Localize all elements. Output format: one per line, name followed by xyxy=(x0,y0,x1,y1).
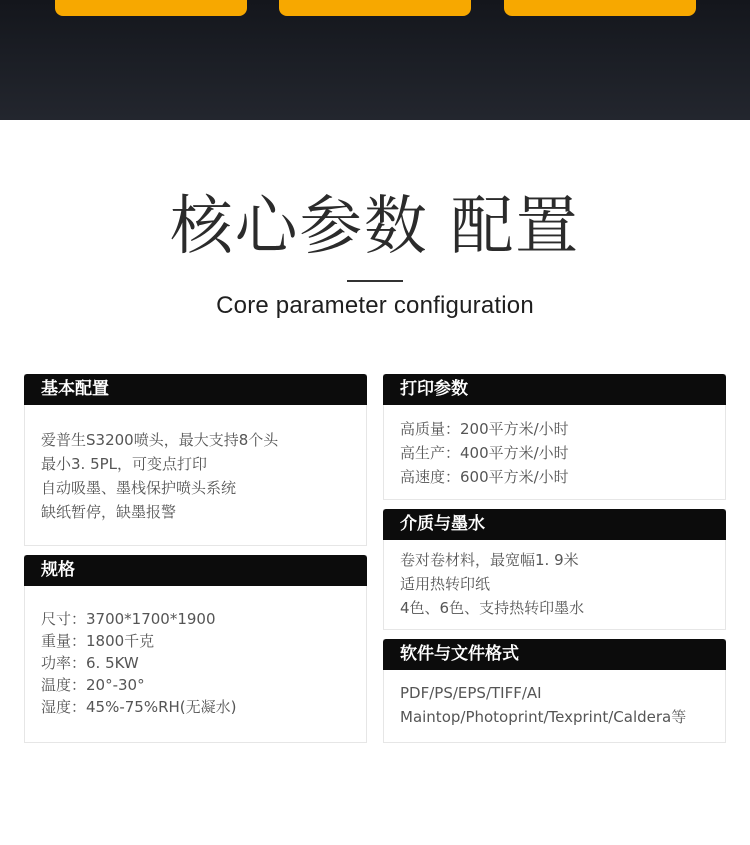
card-body-basic-config xyxy=(41,428,360,524)
banner-button-2[interactable] xyxy=(279,0,471,16)
card-spec xyxy=(24,555,367,743)
card-body-software xyxy=(400,681,719,729)
spec-line-4: 温度：20°-30° xyxy=(41,676,145,694)
title-divider xyxy=(347,280,403,282)
spec-line-1: 尺寸：3700*1700*1900 xyxy=(41,610,216,628)
print-line-2: 高生产：400平方米/小时 xyxy=(400,444,569,462)
page-title: 核心参数 配置 xyxy=(170,190,580,264)
card-software xyxy=(383,639,726,743)
print-line-1: 高质量：200平方米/小时 xyxy=(400,420,569,438)
card-body-spec xyxy=(41,608,360,718)
software-line-1: PDF/PS/EPS/TIFF/AI xyxy=(400,684,542,702)
basic-line-3: 自动吸墨、墨栈保护喷头系统 xyxy=(41,479,237,497)
top-banner xyxy=(0,0,750,120)
media-line-2: 适用热转印纸 xyxy=(400,575,491,593)
section-heading xyxy=(0,186,750,320)
banner-button-3[interactable] xyxy=(504,0,696,16)
spec-line-2: 重量：1800千克 xyxy=(41,632,155,650)
basic-line-4: 缺纸暂停，缺墨报警 xyxy=(41,503,177,521)
card-basic-config xyxy=(24,374,367,546)
spec-line-3: 功率：6. 5KW xyxy=(41,654,139,672)
banner-button-1[interactable] xyxy=(55,0,247,16)
card-header-media-ink: 介质与墨水 xyxy=(383,509,726,540)
card-header-spec: 规格 xyxy=(24,555,367,586)
basic-line-2: 最小3. 5PL，可变点打印 xyxy=(41,455,208,473)
media-line-3: 4色、6色、支持热转印墨水 xyxy=(400,599,585,617)
software-line-2: Maintop/Photoprint/Texprint/Caldera等 xyxy=(400,708,687,726)
card-media-ink xyxy=(383,509,726,630)
basic-line-1: 爱普生S3200喷头，最大支持8个头 xyxy=(41,431,279,449)
card-header-basic-config: 基本配置 xyxy=(24,374,367,405)
card-print-params xyxy=(383,374,726,500)
card-body-print-params xyxy=(400,417,719,489)
card-header-print-params: 打印参数 xyxy=(383,374,726,405)
media-line-1: 卷对卷材料，最宽幅1. 9米 xyxy=(400,551,579,569)
card-header-software: 软件与文件格式 xyxy=(383,639,726,670)
print-line-3: 高速度：600平方米/小时 xyxy=(400,468,569,486)
page-subtitle: Core parameter configuration xyxy=(216,292,534,319)
spec-line-5: 湿度：45%-75%RH(无凝水) xyxy=(41,698,237,716)
card-body-media-ink xyxy=(400,548,719,620)
